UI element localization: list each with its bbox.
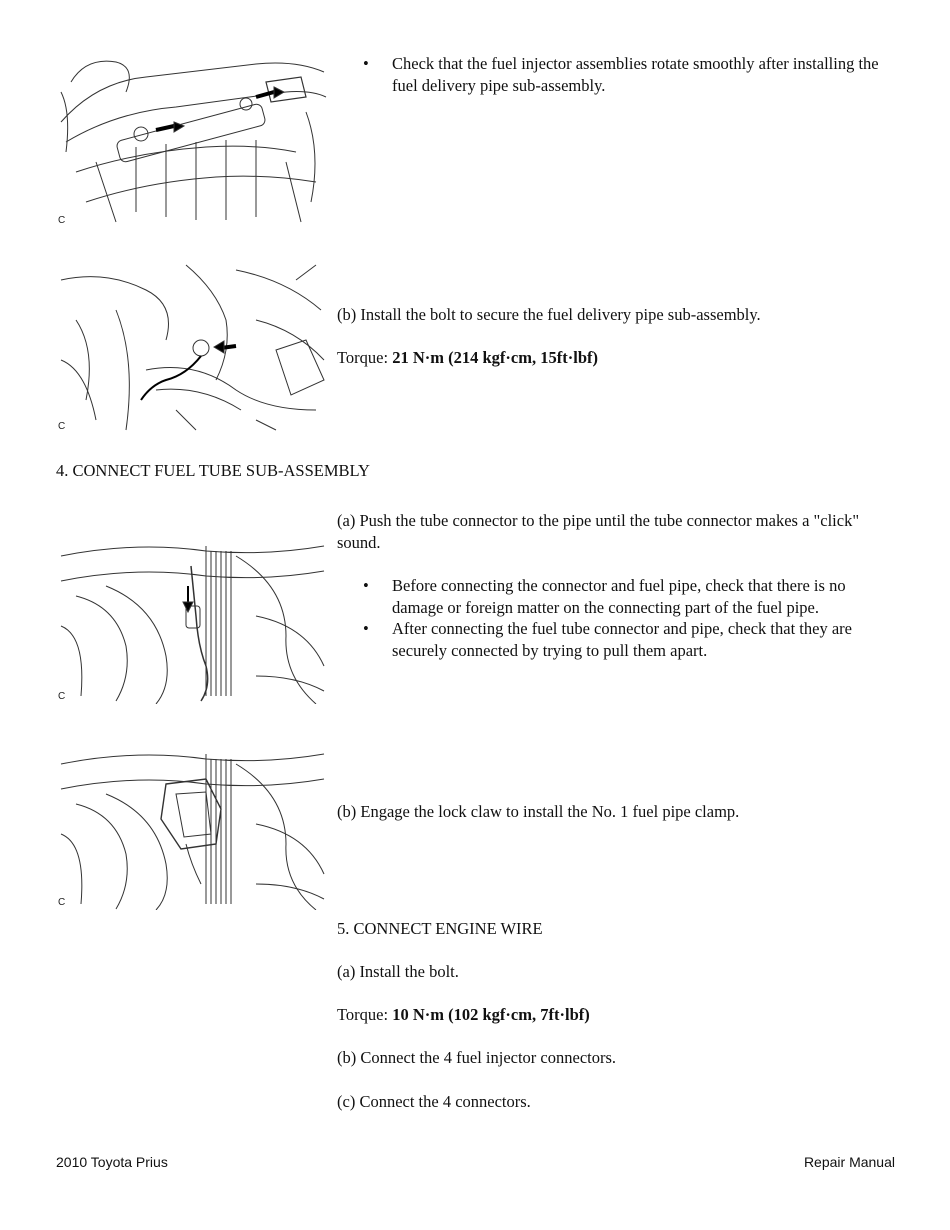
footer-right: Repair Manual — [803, 1154, 895, 1170]
section-heading-connect-fuel-tube: 4. CONNECT FUEL TUBE SUB-ASSEMBLY — [56, 461, 370, 480]
section-heading-connect-engine-wire: 5. CONNECT ENGINE WIRE — [337, 919, 543, 938]
figure-delivery-pipe-bolt — [56, 260, 328, 434]
figure-label: C — [58, 897, 66, 908]
step4-bullet-list — [337, 575, 897, 661]
step3-b-instruction: (b) Install the bolt to secure the fuel delivery pipe sub-assembly. — [337, 305, 761, 324]
torque-label: Torque: — [337, 1005, 393, 1024]
step5-torque — [337, 1004, 590, 1026]
figure-label: C — [58, 421, 66, 432]
torque-value: 21 N·m (214 kgf·cm, 15ft·lbf) — [392, 348, 598, 367]
list-item: • Before connecting the connector and fuel pipe, check that there is no damage or foreign matter on the connecting part of the fuel pipe. — [337, 575, 897, 618]
step5-a-instruction: (a) Install the bolt. — [337, 962, 459, 981]
figure-fuel-tube-connector — [56, 526, 328, 704]
figure-label: C — [58, 691, 66, 702]
torque-value: 10 N·m (102 kgf·cm, 7ft·lbf) — [392, 1005, 590, 1024]
footer-left: 2010 Toyota Prius — [56, 1154, 168, 1170]
step3-torque — [337, 347, 917, 369]
step5-b-instruction: (b) Connect the 4 fuel injector connectors. — [337, 1048, 617, 1067]
step3-bullet-list — [337, 53, 897, 96]
figure-label: C — [58, 215, 66, 226]
figure-fuel-pipe-clamp — [56, 734, 328, 910]
list-item: • Check that the fuel injector assemblies rotate smoothly after installing the fuel delivery pipe sub-assembly. — [337, 53, 897, 96]
list-item: • After connecting the fuel tube connector and pipe, check that they are securely connected by trying to pull them apart. — [337, 618, 897, 661]
figure-fuel-delivery-pipe — [56, 52, 328, 228]
step4-b-instruction: (b) Engage the lock claw to install the No. 1 fuel pipe clamp. — [337, 802, 740, 821]
step4-a-instruction: (a) Push the tube connector to the pipe until the tube connector makes a "click" sound. — [337, 511, 860, 552]
torque-label: Torque: — [337, 348, 393, 367]
step5-c-instruction: (c) Connect the 4 connectors. — [337, 1092, 531, 1111]
